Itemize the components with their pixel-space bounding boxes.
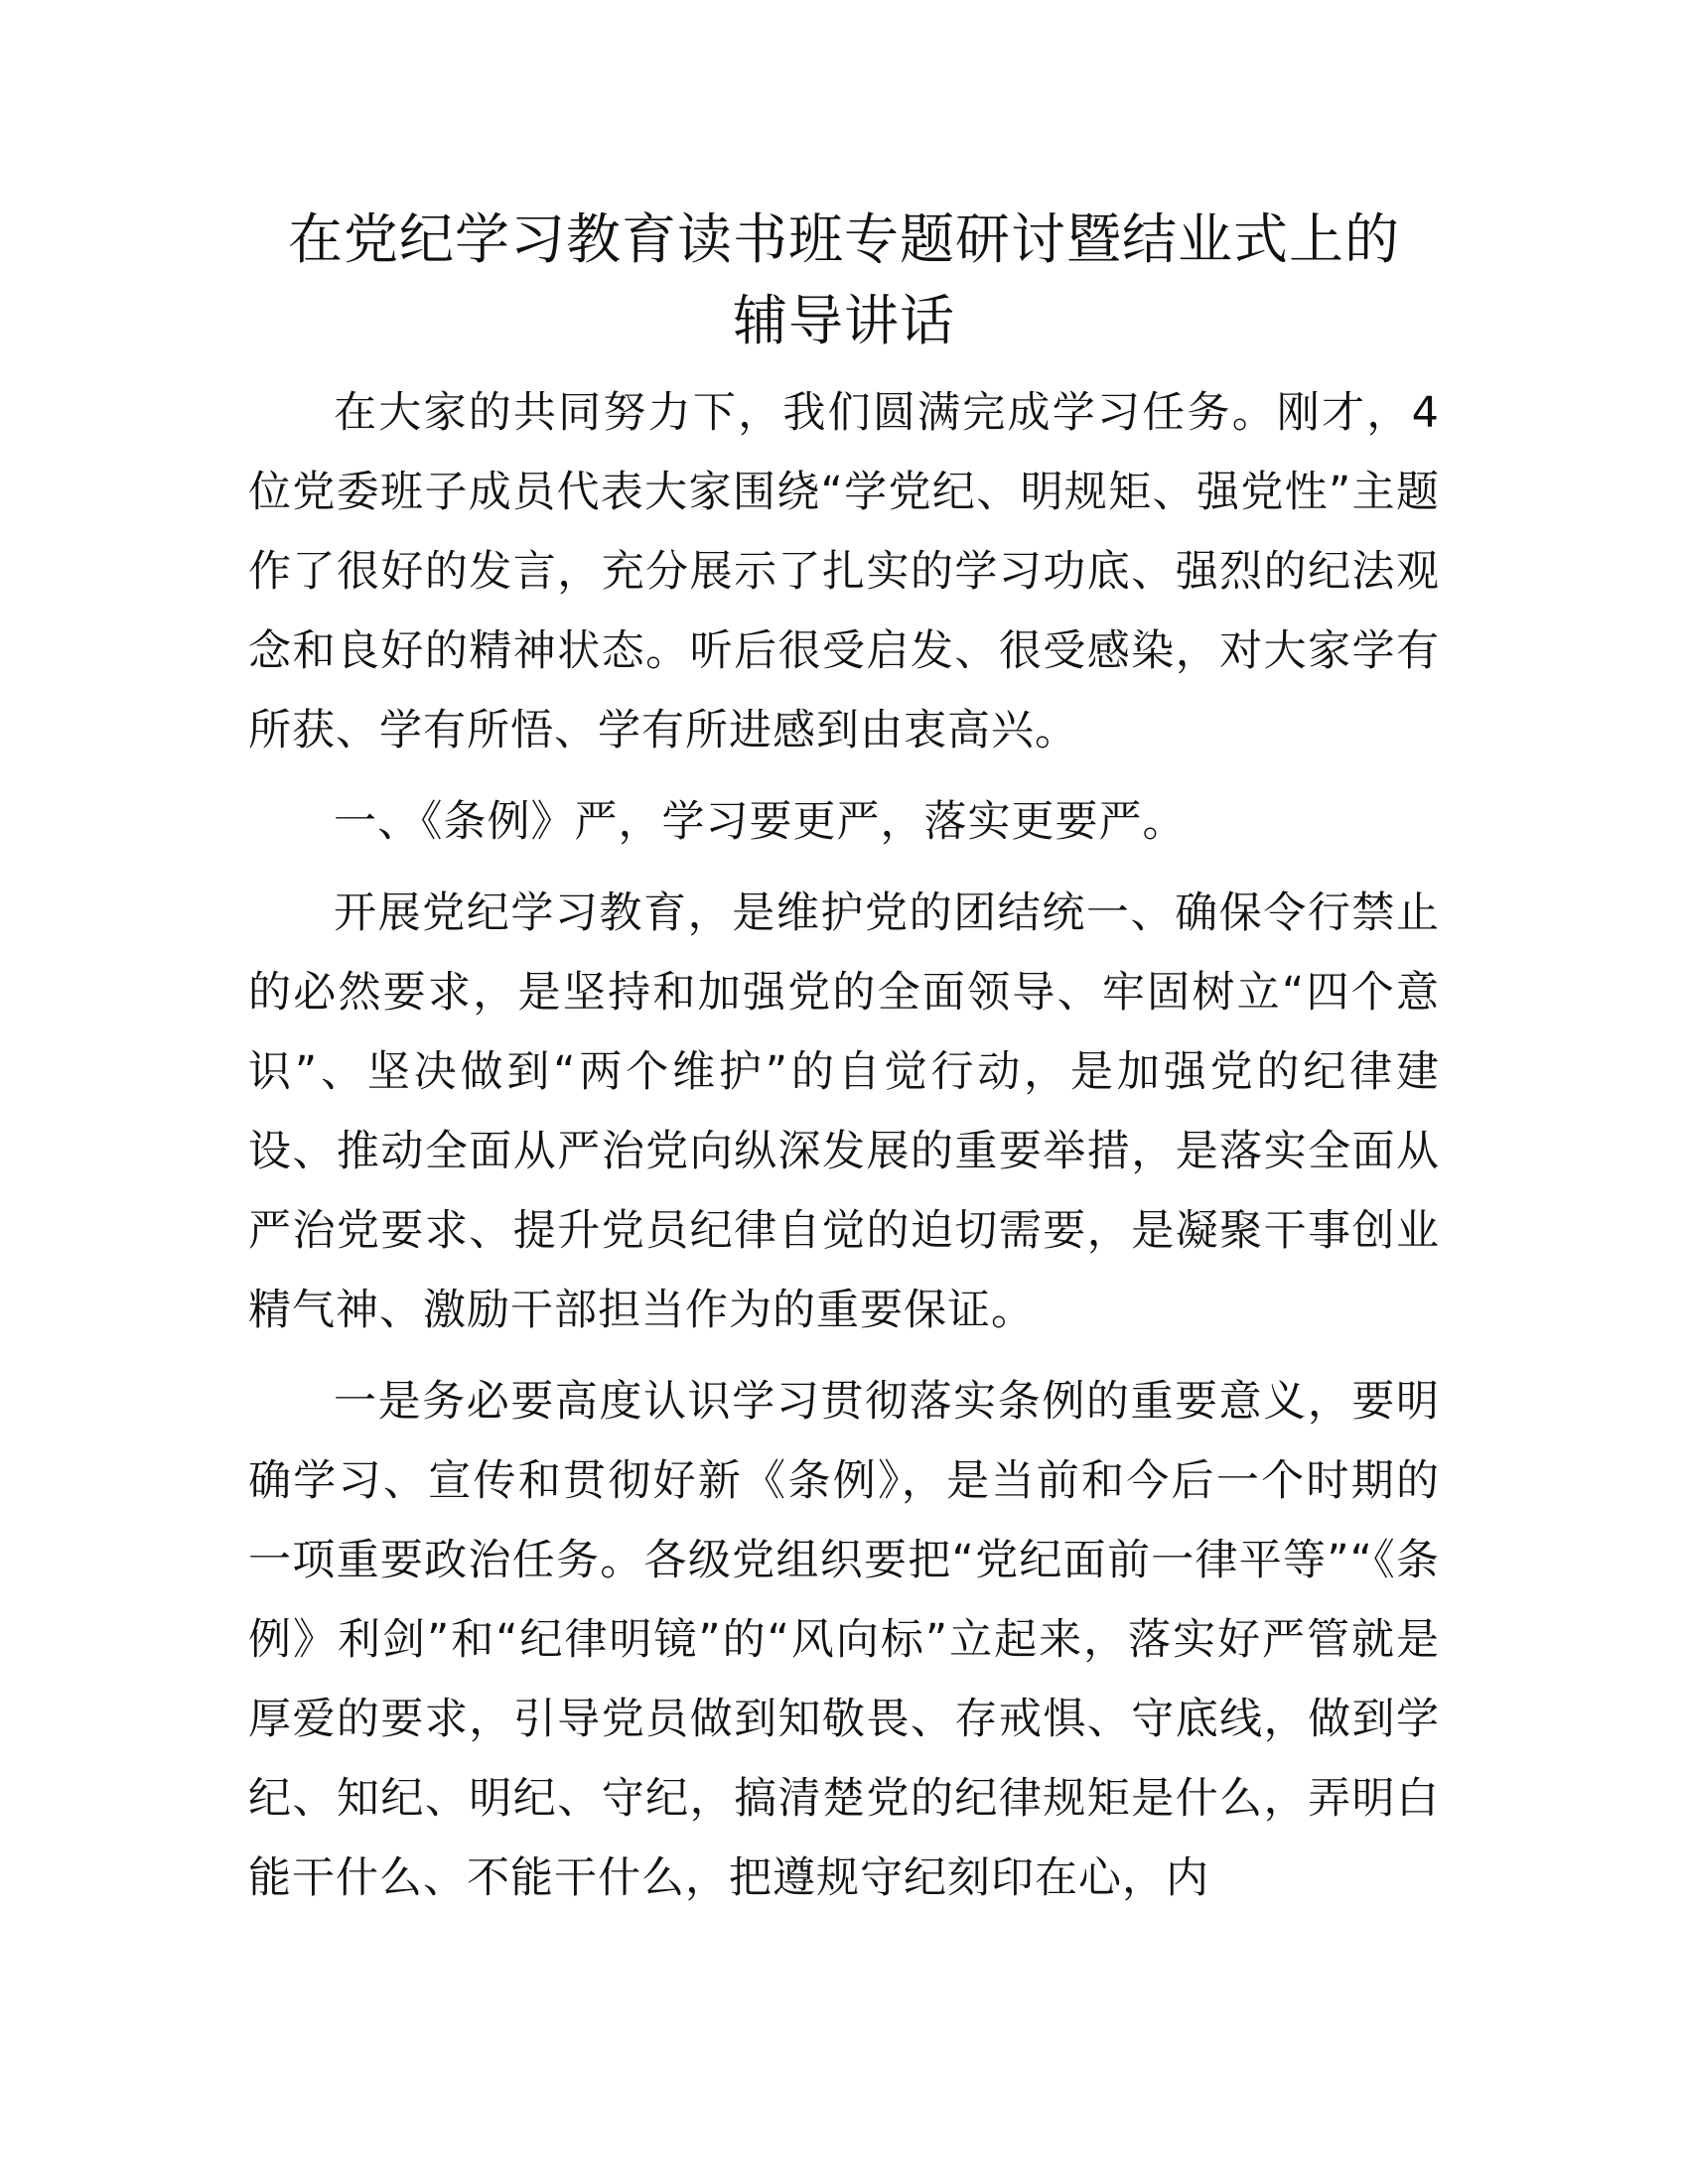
- document-title: [248, 199, 1440, 361]
- section-heading: 一、《条例》严，学习要更严，落实更要严。: [334, 797, 1187, 847]
- paragraph-body: 开展党纪学习教育，是维护党的团结统一、确保令行禁止的必然要求，是坚持和加强党的全面领导、牢固树立“四个意识”、坚决做到“两个维护”的自觉行动，是加强党的纪律建设、推动全面从严治党向纵深发展的重要举措，是落实全面从严治党要求、提升党员纪律自觉的迫切需要，是凝聚干事创业精气神、激励干部担当作为的重要保证。: [248, 888, 1440, 1335]
- title-line-2: 辅导讲话: [732, 289, 955, 352]
- paragraph-point-one: 一是务必要高度认识学习贯彻落实条例的重要意义，要明确学习、宣传和贯彻好新《条例》，是当前和今后一个时期的一项重要政治任务。各级党组织要把“党纪面前一律平等”“《条例》利剑”和“纪律明镜”的“风向标”立起来，落实好严管就是厚爱的要求，引导党员做到知敬畏、存戒惧、守底线，做到学纪、知纪、明纪、守纪，搞清楚党的纪律规矩是什么，弄明白能干什么、不能干什么，把遵规守纪刻印在心，内: [248, 1377, 1440, 1903]
- paragraph-intro: 在大家的共同努力下，我们圆满完成学习任务。刚才，4位党委班子成员代表大家围绕“学党纪、明规矩、强党性”主题作了很好的发言，充分展示了扎实的学习功底、强烈的纪法观念和良好的精神状态。听后很受启发、很受感染，对大家学有所获、学有所悟、学有所进感到由衷高兴。: [248, 388, 1440, 755]
- document-body: [248, 199, 1440, 1918]
- title-line-1: 在党纪学习教育读书班专题研讨暨结业式上的: [287, 207, 1400, 271]
